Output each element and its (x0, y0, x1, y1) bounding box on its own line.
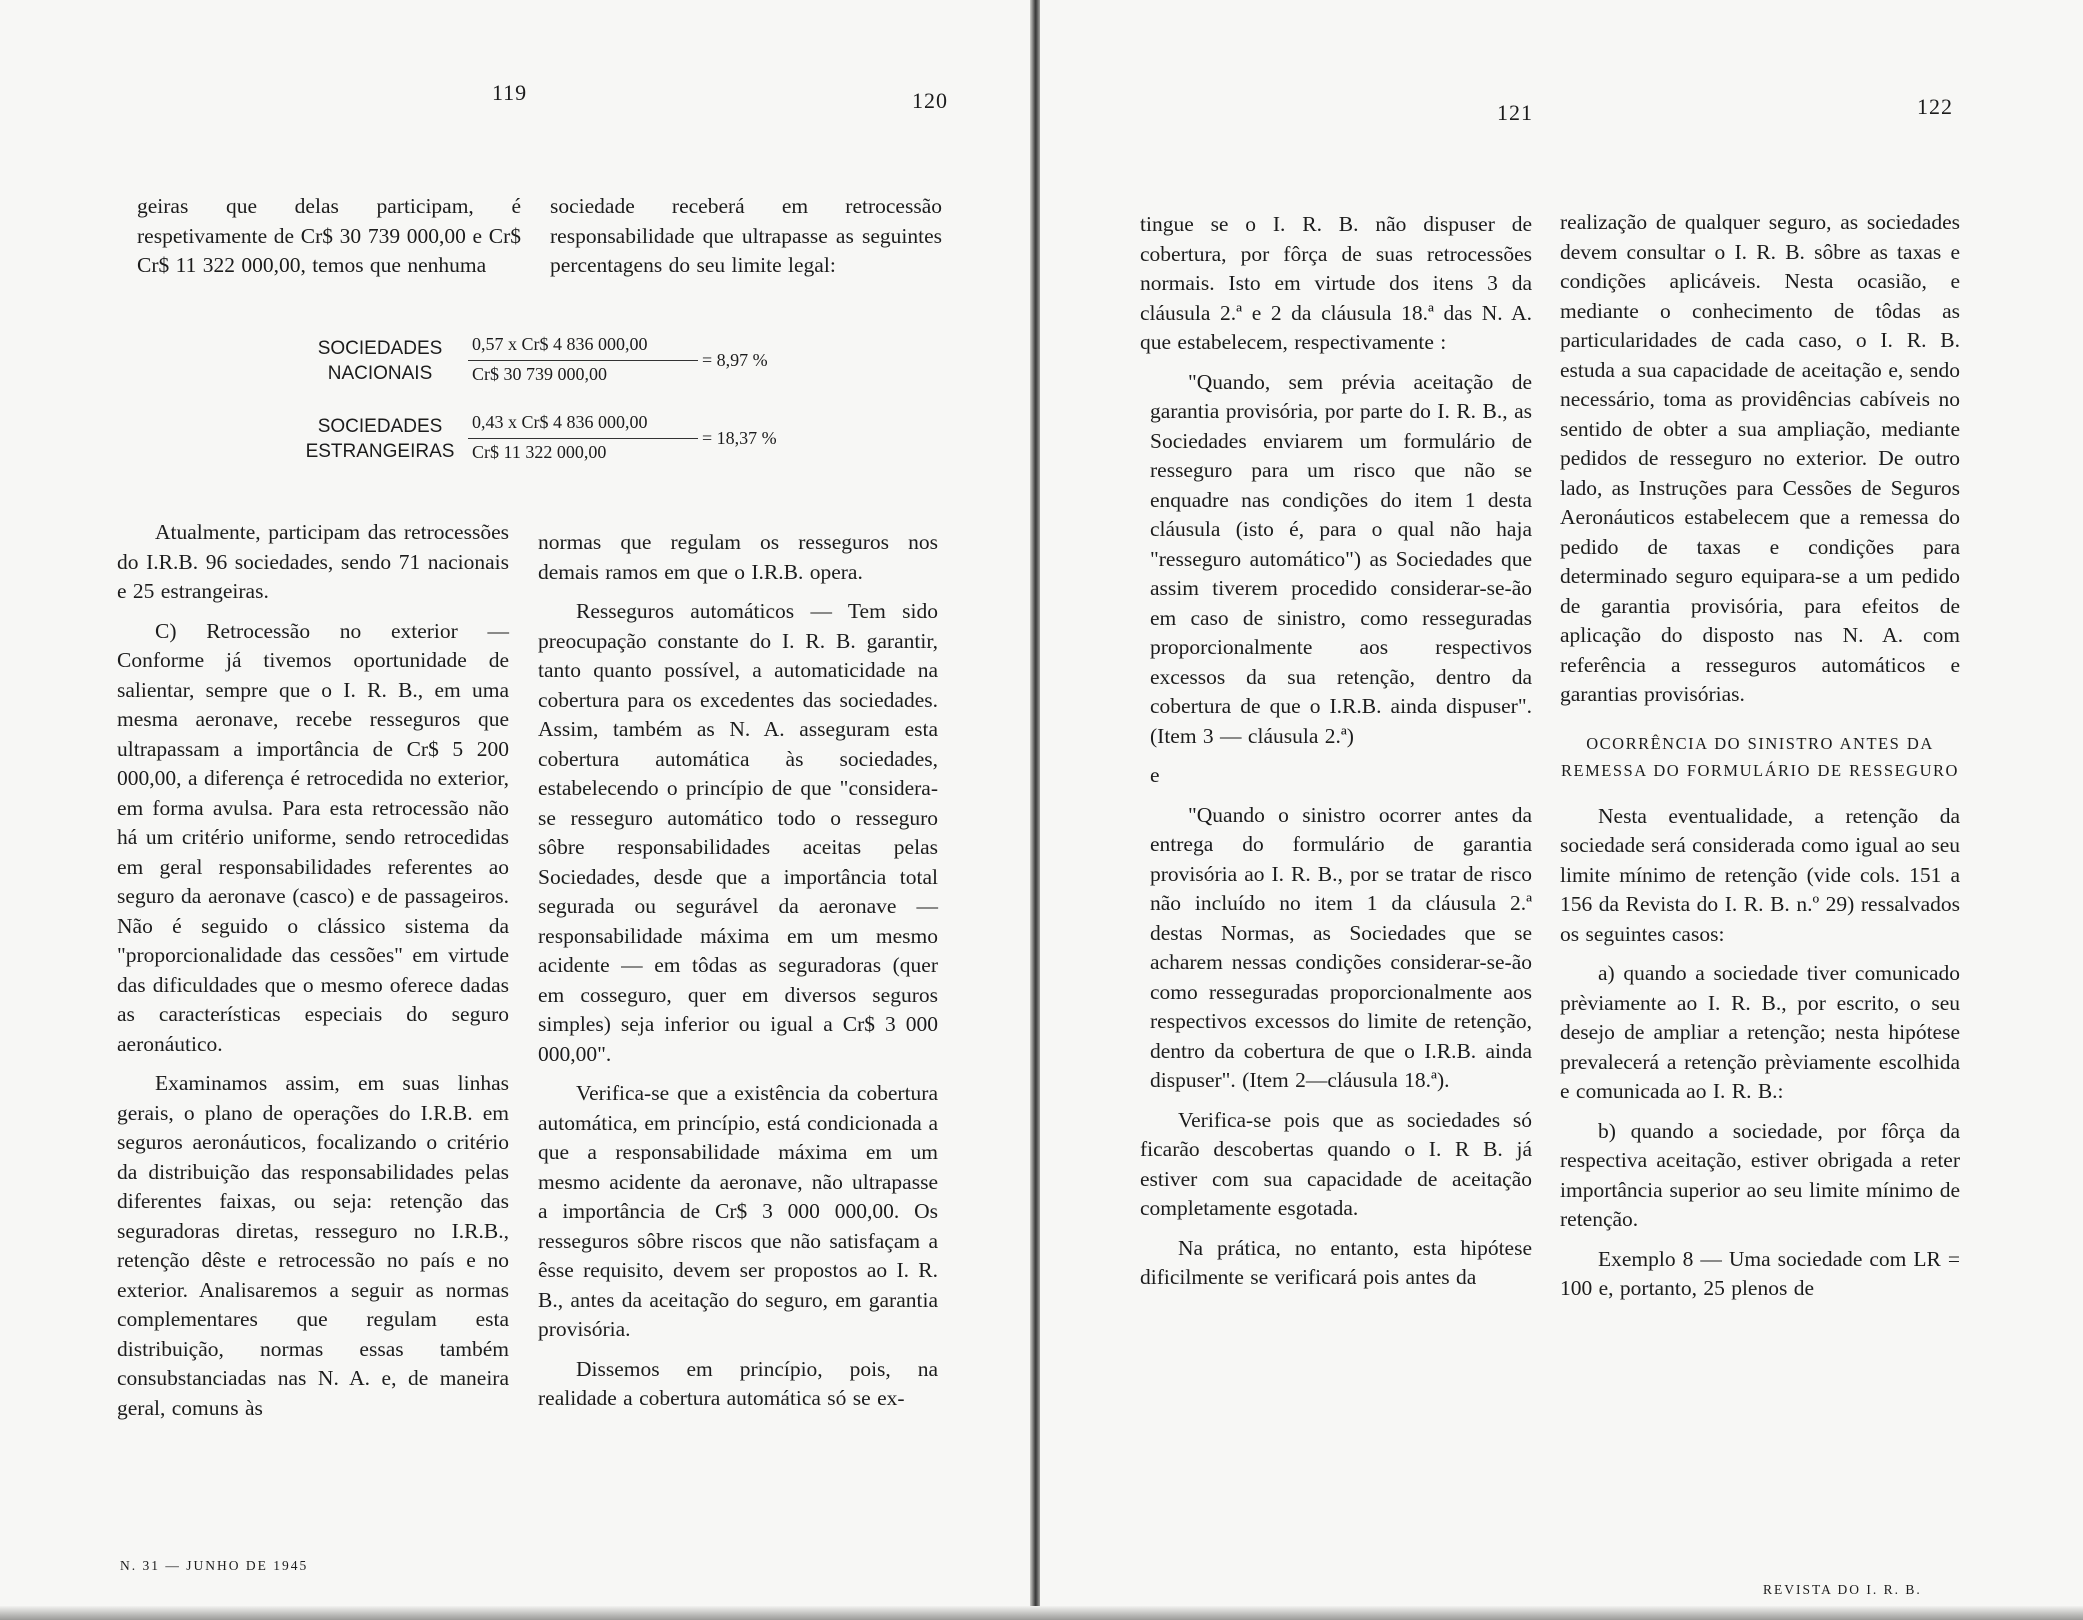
column-121 (1140, 210, 1532, 1303)
paragraph: Verifica-se que a existência da cobertura automática, em princípio, está condicionada a que a responsabilidade máxima em um mesmo acidente da aeronave, não ultrapasse a importância de Cr$ 3 000 000,00. Os resseguros sôbre riscos que não satisfaçam a êsse requisito, devem ser propostos ao I. R. B., antes da aceitação do seguro, em garantia provisória. (538, 1081, 938, 1341)
formula-row-estrangeiras (300, 410, 820, 470)
formula-denominator: Cr$ 30 739 000,00 (472, 364, 607, 384)
column-120-main (538, 528, 938, 1424)
paragraph: Resseguros automáticos — Tem sido preocupação constante do I. R. B. garantir, tanto quanto possível, a automaticidade na cobertura para os excedentes das sociedades. Assim, também as N. A. asseguram esta cobertura automática às sociedades, estabelecendo o princípio de que "considera-se resseguro automático todo o resseguro sôbre responsabilidades aceitas pelas Sociedades, desde que a importância total segurada ou segurável da aeronave — responsabilidade máxima em um mesmo acidente — em tôdas as seguradoras (quer em cosseguro, quer em diversos seguros simples) seja inferior ou igual a Cr$ 3 000 000,00". (538, 599, 938, 1066)
paragraph: e (1150, 763, 1160, 787)
left-page (0, 0, 1034, 1620)
column-120-top (550, 192, 942, 291)
page-number-119: 119 (492, 80, 528, 105)
page-number-122: 122 (1917, 94, 1953, 119)
bottom-edge (0, 1606, 2083, 1620)
section-heading: OCORRÊNCIA DO SINISTRO ANTES DA REMESSA DO FORMULÁRIO DE RESSEGURO (1561, 733, 1959, 780)
paragraph: Examinamos assim, em suas linhas gerais, o plano de operações do I.R.B. em seguros aeronáuticos, focalizando o critério da distribuição das responsabilidades pelas diferentes faixas, ou seja: retenção das seguradoras diretas, resseguro no I.R.B., retenção dêste e retrocessão no país e no exterior. Analisaremos a seguir as normas complementares que regulam esta distribuição, normas essas também consubstanciadas nas N. A. e, de maneira geral, comuns às (117, 1071, 509, 1420)
paragraph: Nesta eventualidade, a retenção da sociedade será considerada como igual ao seu limite mínimo de retenção (vide cols. 151 a 156 da Revista do I. R. B. n.º 29) ressalvados os seguintes casos: (1560, 803, 1961, 946)
formula-result: = 8,97 % (702, 350, 768, 370)
paragraph: b) quando a sociedade, por fôrça da respectiva aceitação, estiver obrigada a reter importância superior ao seu limite mínimo de retenção. (1560, 1118, 1960, 1231)
paragraph: Verifica-se pois que as sociedades só ficarão descobertas quando o I. R B. já estiver com sua capacidade de aceitação completamente esgotada. (1140, 1107, 1532, 1220)
paragraph: Na prática, no entanto, esta hipótese dificilmente se verificará pois antes da (1140, 1235, 1532, 1289)
fraction-bar (468, 360, 698, 361)
paragraph: sociedade receberá em retrocessão responsabilidade que ultrapasse as seguintes percentagens do seu limite legal: (550, 194, 942, 277)
column-119-main (117, 518, 509, 1433)
page-number-121: 121 (1497, 100, 1533, 125)
footer-issue: N. 31 — JUNHO DE 1945 (120, 1558, 309, 1573)
paragraph: realização de qualquer seguro, as sociedades devem consultar o I. R. B. sôbre as taxas e condições aplicáveis. Nesta ocasião, e mediante o conhecimento de tôdas as particularidades de cada caso, o I. R. B. estuda a sua capacidade de aceitação e, sendo necessário, toma as providências cabíveis no sentido de obter a sua ampliação, mediante pedidos de resseguro no exterior. De outro lado, as Instruções para Cessões de Seguros Aeronáuticos estabelecem que a remessa do pedido de taxas e condições para determinado seguro equipara-se a um pedido de garantia provisória, para efeitos de aplicação do disposto nas N. A. com referência a resseguros automáticos e garantias provisórias. (1560, 210, 1960, 706)
fraction-bar (468, 438, 698, 439)
formula-denominator: Cr$ 11 322 000,00 (472, 442, 607, 462)
paragraph: a) quando a sociedade tiver comunicado prèviamente ao I. R. B., por escrito, o seu desejo de ampliar a retenção; nesta hipótese prevalecerá a retenção prèviamente escolhida e comunicada ao I. R. B.: (1560, 961, 1960, 1103)
paragraph: Atualmente, participam das retrocessões do I.R.B. 96 sociedades, sendo 71 nacionais e 25 estrangeiras. (117, 520, 509, 603)
formula-label: SOCIEDADES NACIONAIS (317, 338, 443, 384)
paragraph: Dissemos em princípio, pois, na realidade a cobertura automática só se ex- (538, 1356, 938, 1410)
formula-numerator: 0,57 x Cr$ 4 836 000,00 (472, 334, 648, 354)
paragraph: tingue se o I. R. B. não dispuser de cobertura, por fôrça de suas retrocessões normais. Isto em virtude dos itens 3 da cláusula 2.ª e 2 da cláusula 18.ª das N. A. que estabelecem, respectivamente : (1140, 212, 1532, 354)
formula-result: = 18,37 % (702, 428, 777, 448)
formula-row-nacionais (300, 332, 820, 392)
percentage-formula (300, 332, 820, 482)
column-122 (1560, 208, 1960, 1314)
formula-label: SOCIEDADES ESTRANGEIRAS (305, 416, 455, 462)
page-number-120: 120 (912, 88, 948, 113)
paragraph: C) Retrocessão no exterior — Conforme já tivemos oportunidade de salientar, sempre que o I. R. B., em uma mesma aeronave, recebe resseguros que ultrapassam a importância de Cr$ 5 200 000,00, a diferença é retrocedida no exterior, em forma avulsa. Para esta retrocessão não há um critério uniforme, sendo retrocedidas em geral responsabilidades referentes ao seguro da aeronave (casco) e de passageiros. Não é seguido o clássico sistema da "proporcionalidade das cessões" em virtude das dificuldades que o mesmo oferece dadas as características especiais do seguro aeronáutico. (117, 618, 509, 1056)
column-119-top (137, 192, 521, 291)
paragraph: normas que regulam os resseguros nos demais ramos em que o I.R.B. opera. (538, 530, 938, 584)
right-page (1040, 0, 2083, 1620)
formula-numerator: 0,43 x Cr$ 4 836 000,00 (472, 412, 648, 432)
quote: "Quando, sem prévia aceitação de garantia provisória, por parte do I. R. B., as Sociedades enviarem um formulário de resseguro para um risco que não se enquadre nas condições do item 1 desta cláusula (isto é, para o qual não haja "resseguro automático") as Sociedades que assim tiverem procedido considerar-se-ão em caso de sinistro, como resseguradas proporcionalmente aos respectivos excessos da sua retenção, dentro da cobertura de que o I.R.B. ainda dispuser". (Item 3 — cláusula 2.ª) (1150, 369, 1532, 748)
paragraph: Exemplo 8 — Uma sociedade com LR = 100 e, portanto, 25 plenos de (1560, 1246, 1960, 1300)
quote: "Quando o sinistro ocorrer antes da entrega do formulário de garantia provisória ao I. R. B., por se tratar de risco não incluído no item 1 da cláusula 2.ª destas Normas, as Sociedades que se acharem nessas condições considerar-se-ão como resseguradas proporcionalmente aos respectivos excessos do limite de retenção, dentro da cobertura de que o I.R.B. ainda dispuser". (Item 2—cláusula 18.ª). (1150, 802, 1532, 1092)
footer-journal: REVISTA DO I. R. B. (1763, 1582, 1922, 1597)
paragraph: geiras que delas participam, é respetivamente de Cr$ 30 739 000,00 e Cr$ Cr$ 11 322 000,00, temos que nenhuma (137, 194, 521, 277)
